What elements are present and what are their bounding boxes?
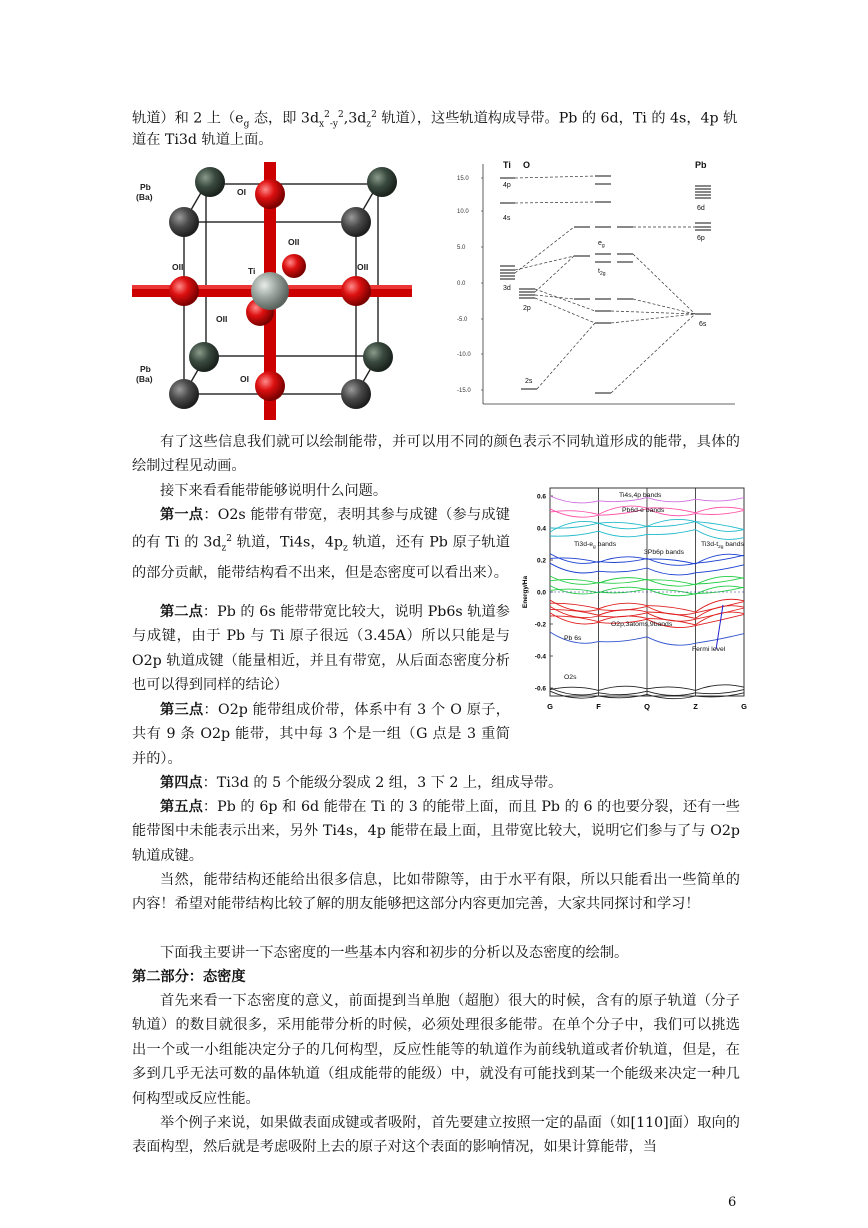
y-tick-label: -15.0	[457, 388, 471, 394]
label-ti4s4p	[619, 492, 662, 499]
label-ti3d-t2g	[701, 541, 744, 550]
text-run: ,3d	[343, 110, 367, 127]
label-pb6s-main: Pb 6s	[564, 635, 582, 642]
label-o2p	[611, 621, 673, 628]
lbl-eg	[598, 240, 605, 249]
pb-atom	[169, 207, 199, 237]
label-ti: Ti	[248, 266, 256, 276]
x-tick-label: F	[596, 702, 601, 711]
subscript: z	[366, 119, 372, 130]
label-ti3d-t2g-tail: bands	[723, 541, 744, 548]
y-tick-label: 5.0	[457, 245, 466, 251]
o-atom	[169, 276, 199, 306]
text-run: 轨道），这些轨道构成导带。Pb 的 6d，Ti 的 4s，4p 轨	[376, 110, 738, 127]
pb-atom	[341, 379, 371, 409]
label-oii-right: OII	[357, 262, 369, 272]
subscript: x	[319, 119, 325, 130]
lbl-t2g-sub: 2g	[599, 271, 606, 277]
pb-atom	[189, 342, 219, 372]
pb-atom	[367, 167, 397, 197]
lbl-2s: 2s	[525, 378, 533, 385]
text-run: 轨道）和 2 上（e	[132, 110, 244, 127]
o-atom	[282, 254, 306, 278]
text-run: ：Pb 的 6s 能带带宽比较大，说明 Pb6s 轨道参与成键，由于 Pb 与 Ti 原子很远（3.45A）所以只能是与 O2p 轨道成键（能量相近，并且有带宽，从后面态密度分析也可以得到同样的结论）	[132, 604, 510, 694]
lbl-eg-main: e	[598, 240, 602, 247]
point-5	[132, 795, 740, 868]
superscript: 2	[338, 110, 344, 120]
x-tick-label: Z	[693, 702, 698, 711]
y-tick-label: 0.0	[457, 281, 466, 287]
y-tick-label: -0.4	[534, 653, 546, 661]
lbl-6p: 6p	[697, 235, 705, 242]
pb-atom	[341, 207, 371, 237]
pb-atom	[363, 342, 393, 372]
o-atom	[341, 276, 371, 306]
label-pb-top: Pb	[140, 182, 151, 192]
y-tick-label: 0.6	[536, 493, 546, 501]
label-oi-top: OI	[237, 187, 246, 197]
point-5-heading: 第五点	[160, 799, 203, 815]
label-fermi-main: Fermi level	[692, 646, 726, 653]
superscript: 2	[226, 534, 232, 545]
y-tick-label: 0.0	[536, 589, 546, 597]
text-run: 轨道，Ti4s，4p	[232, 535, 343, 552]
point-1-heading: 第一点	[160, 507, 204, 523]
levels	[500, 176, 711, 393]
label-ti4s4p-main: Ti4s,4p bands	[619, 492, 662, 499]
y-tick-label: 15.0	[457, 176, 469, 182]
subscript: g	[243, 119, 250, 130]
point-3-heading: 第三点	[160, 702, 204, 718]
o-atom	[255, 371, 285, 401]
point-2	[132, 600, 510, 698]
label-ti3d-eg-sub: g	[593, 545, 596, 550]
label-ba-bottom: (Ba)	[136, 374, 153, 384]
x-tick-label: G	[741, 702, 747, 711]
o-atom	[255, 179, 285, 209]
para-draw-bands: 有了这些信息我们就可以绘制能带，并可以用不同的颜色表示不同轨道形成的能带，具体的绘制过程见动画。	[132, 434, 740, 475]
lbl-4s: 4s	[503, 215, 511, 222]
lbl-6d: 6d	[697, 205, 705, 212]
subscript: z	[343, 543, 348, 554]
text-run: 态，即 3d	[249, 110, 320, 127]
x-tick-label: G	[547, 702, 553, 711]
ti-atom	[251, 272, 289, 310]
label-ti3d-eg-tail: bands	[595, 541, 617, 548]
point-3	[132, 698, 510, 771]
band-structure-chart	[516, 484, 748, 716]
para-next: 下面我主要讲一下态密度的一些基本内容和初步的分析以及态密度的绘制。	[160, 945, 629, 961]
text-run: ：Ti3d 的 5 个能级分裂成 2 组，3 下 2 上，组成导带。	[202, 775, 563, 791]
label-fermi	[692, 646, 726, 653]
label-oii-left: OII	[172, 262, 184, 272]
label-oi-bottom: OI	[240, 374, 249, 384]
label-ti3d-t2g-sub: 2g	[718, 545, 724, 550]
para-what-bands-show: 接下来看看能带能够说明什么问题。	[160, 483, 388, 499]
label-pb6p-main: 3Pb6p bands	[644, 549, 685, 556]
y-tick-label: 0.4	[536, 525, 546, 533]
y-tick-label: -5.0	[457, 317, 468, 323]
superscript: 2	[371, 110, 377, 120]
lbl-4p: 4p	[503, 182, 511, 189]
text-run: ：O2p 能带组成价带，体系中有 3 个 O 原子，共有 9 条 O2p 能带，其中每 3 个是一组（G 点是 3 重简并的）。	[132, 702, 510, 767]
lbl-6s: 6s	[699, 321, 707, 328]
label-pb6d-main: Pb6d-e bands	[622, 507, 665, 514]
point-4-heading: 第四点	[160, 775, 203, 791]
energy-level-diagram	[455, 156, 740, 406]
lbl-eg-sub: g	[601, 243, 605, 249]
intro-line-2: 道在 Ti3d 轨道上面。	[132, 132, 273, 148]
label-o2s-main: O2s	[564, 674, 577, 681]
col-ti: Ti	[503, 160, 511, 170]
y-tick-label: 0.2	[536, 557, 546, 565]
col-o: O	[523, 160, 531, 170]
lbl-3d: 3d	[503, 285, 511, 292]
subscript: -y	[329, 119, 338, 130]
label-ti3d-eg-main: Ti3d-e	[574, 541, 594, 548]
lbl-t2g-main: t	[598, 268, 600, 275]
para-dos-meaning: 首先来看一下态密度的意义，前面提到当单胞（超胞）很大的时候，含有的原子轨道（分子轨道）的数目就很多，采用能带分析的时候，必须处理很多能带。在单个分子中，我们可以挑选出一个或一小组能决定分子的几何构型，反应性能等的轨道作为前线轨道或者价轨道，但是，在多到几乎无法可数的晶体轨道（组成能带的能级）中，就没有可能找到某一个能级来决定一种几何构型或反应性能。	[132, 993, 740, 1107]
point-1	[132, 503, 510, 586]
label-ba-top: (Ba)	[136, 192, 153, 202]
label-oii-right-top: OII	[288, 237, 300, 247]
label-pb-bottom: Pb	[140, 364, 151, 374]
superscript: 2	[324, 110, 330, 120]
text-run: 轨道，还有 Pb 原子轨道的部分贡献，能带结构看不出来，但是态密度可以看出来）。	[132, 535, 510, 582]
label-pb6d	[622, 507, 665, 514]
pb-atom	[195, 167, 225, 197]
lbl-t2g	[598, 268, 606, 277]
label-oii-bottom: OII	[216, 314, 228, 324]
para-dos-example: 举个例子来说，如果做表面成键或者吸附，首先要建立按照一定的晶面（如[110]面）取向的表面构型，然后就是考虑吸附上去的原子对这个表面的影响情况，如果计算能带，当	[132, 1115, 740, 1156]
y-tick-label: -10.0	[457, 352, 471, 358]
label-ti3d-eg	[574, 541, 617, 550]
y-tick-label: -0.2	[534, 621, 546, 629]
text-run: ：O2s 能带有带宽，表明其参与成键（参与成键的有 Ti 的 3d	[132, 507, 510, 552]
text-run: ：Pb 的 6p 和 6d 能带在 Ti 的 3 的能带上面，而且 Pb 的 6 的也要分裂，还有一些能带图中未能表示出来，另外 Ti4s，4p 能带在最上面，且带宽比较大，说明它们参与了与 O2p 轨道成键。	[132, 799, 740, 864]
y-tick-labels	[457, 176, 483, 394]
label-ti3d-t2g-main: Ti3d-t	[701, 541, 719, 548]
section-2-heading: 第二部分：态密度	[132, 969, 246, 985]
label-pb6p	[644, 549, 685, 556]
y-axis-label: Energy/Ha	[522, 575, 529, 609]
lbl-2p: 2p	[523, 305, 531, 312]
fermi-pointer	[716, 605, 723, 650]
pb-atom	[169, 379, 199, 409]
label-o2p-main: O2p,3atoms,9bands	[611, 621, 673, 628]
label-o2s	[564, 674, 577, 681]
x-tick-label: Q	[644, 702, 650, 711]
y-tick-label: 10.0	[457, 209, 469, 215]
subscript: z	[221, 543, 227, 554]
correlation-lines	[515, 176, 695, 393]
col-pb: Pb	[695, 160, 707, 170]
para-more-info: 当然，能带结构还能给出很多信息，比如带隙等，由于水平有限，所以只能看出一些简单的内容！希望对能带结构比较了解的朋友能够把这部分内容更加完善，大家共同探讨和学习！	[132, 872, 740, 913]
point-2-heading: 第二点	[160, 604, 203, 620]
y-tick-label: -0.6	[534, 685, 546, 693]
point-4	[132, 771, 740, 795]
label-pb6s	[564, 635, 582, 642]
page-number: 6	[728, 1195, 737, 1210]
crystal-structure-figure	[132, 162, 424, 424]
